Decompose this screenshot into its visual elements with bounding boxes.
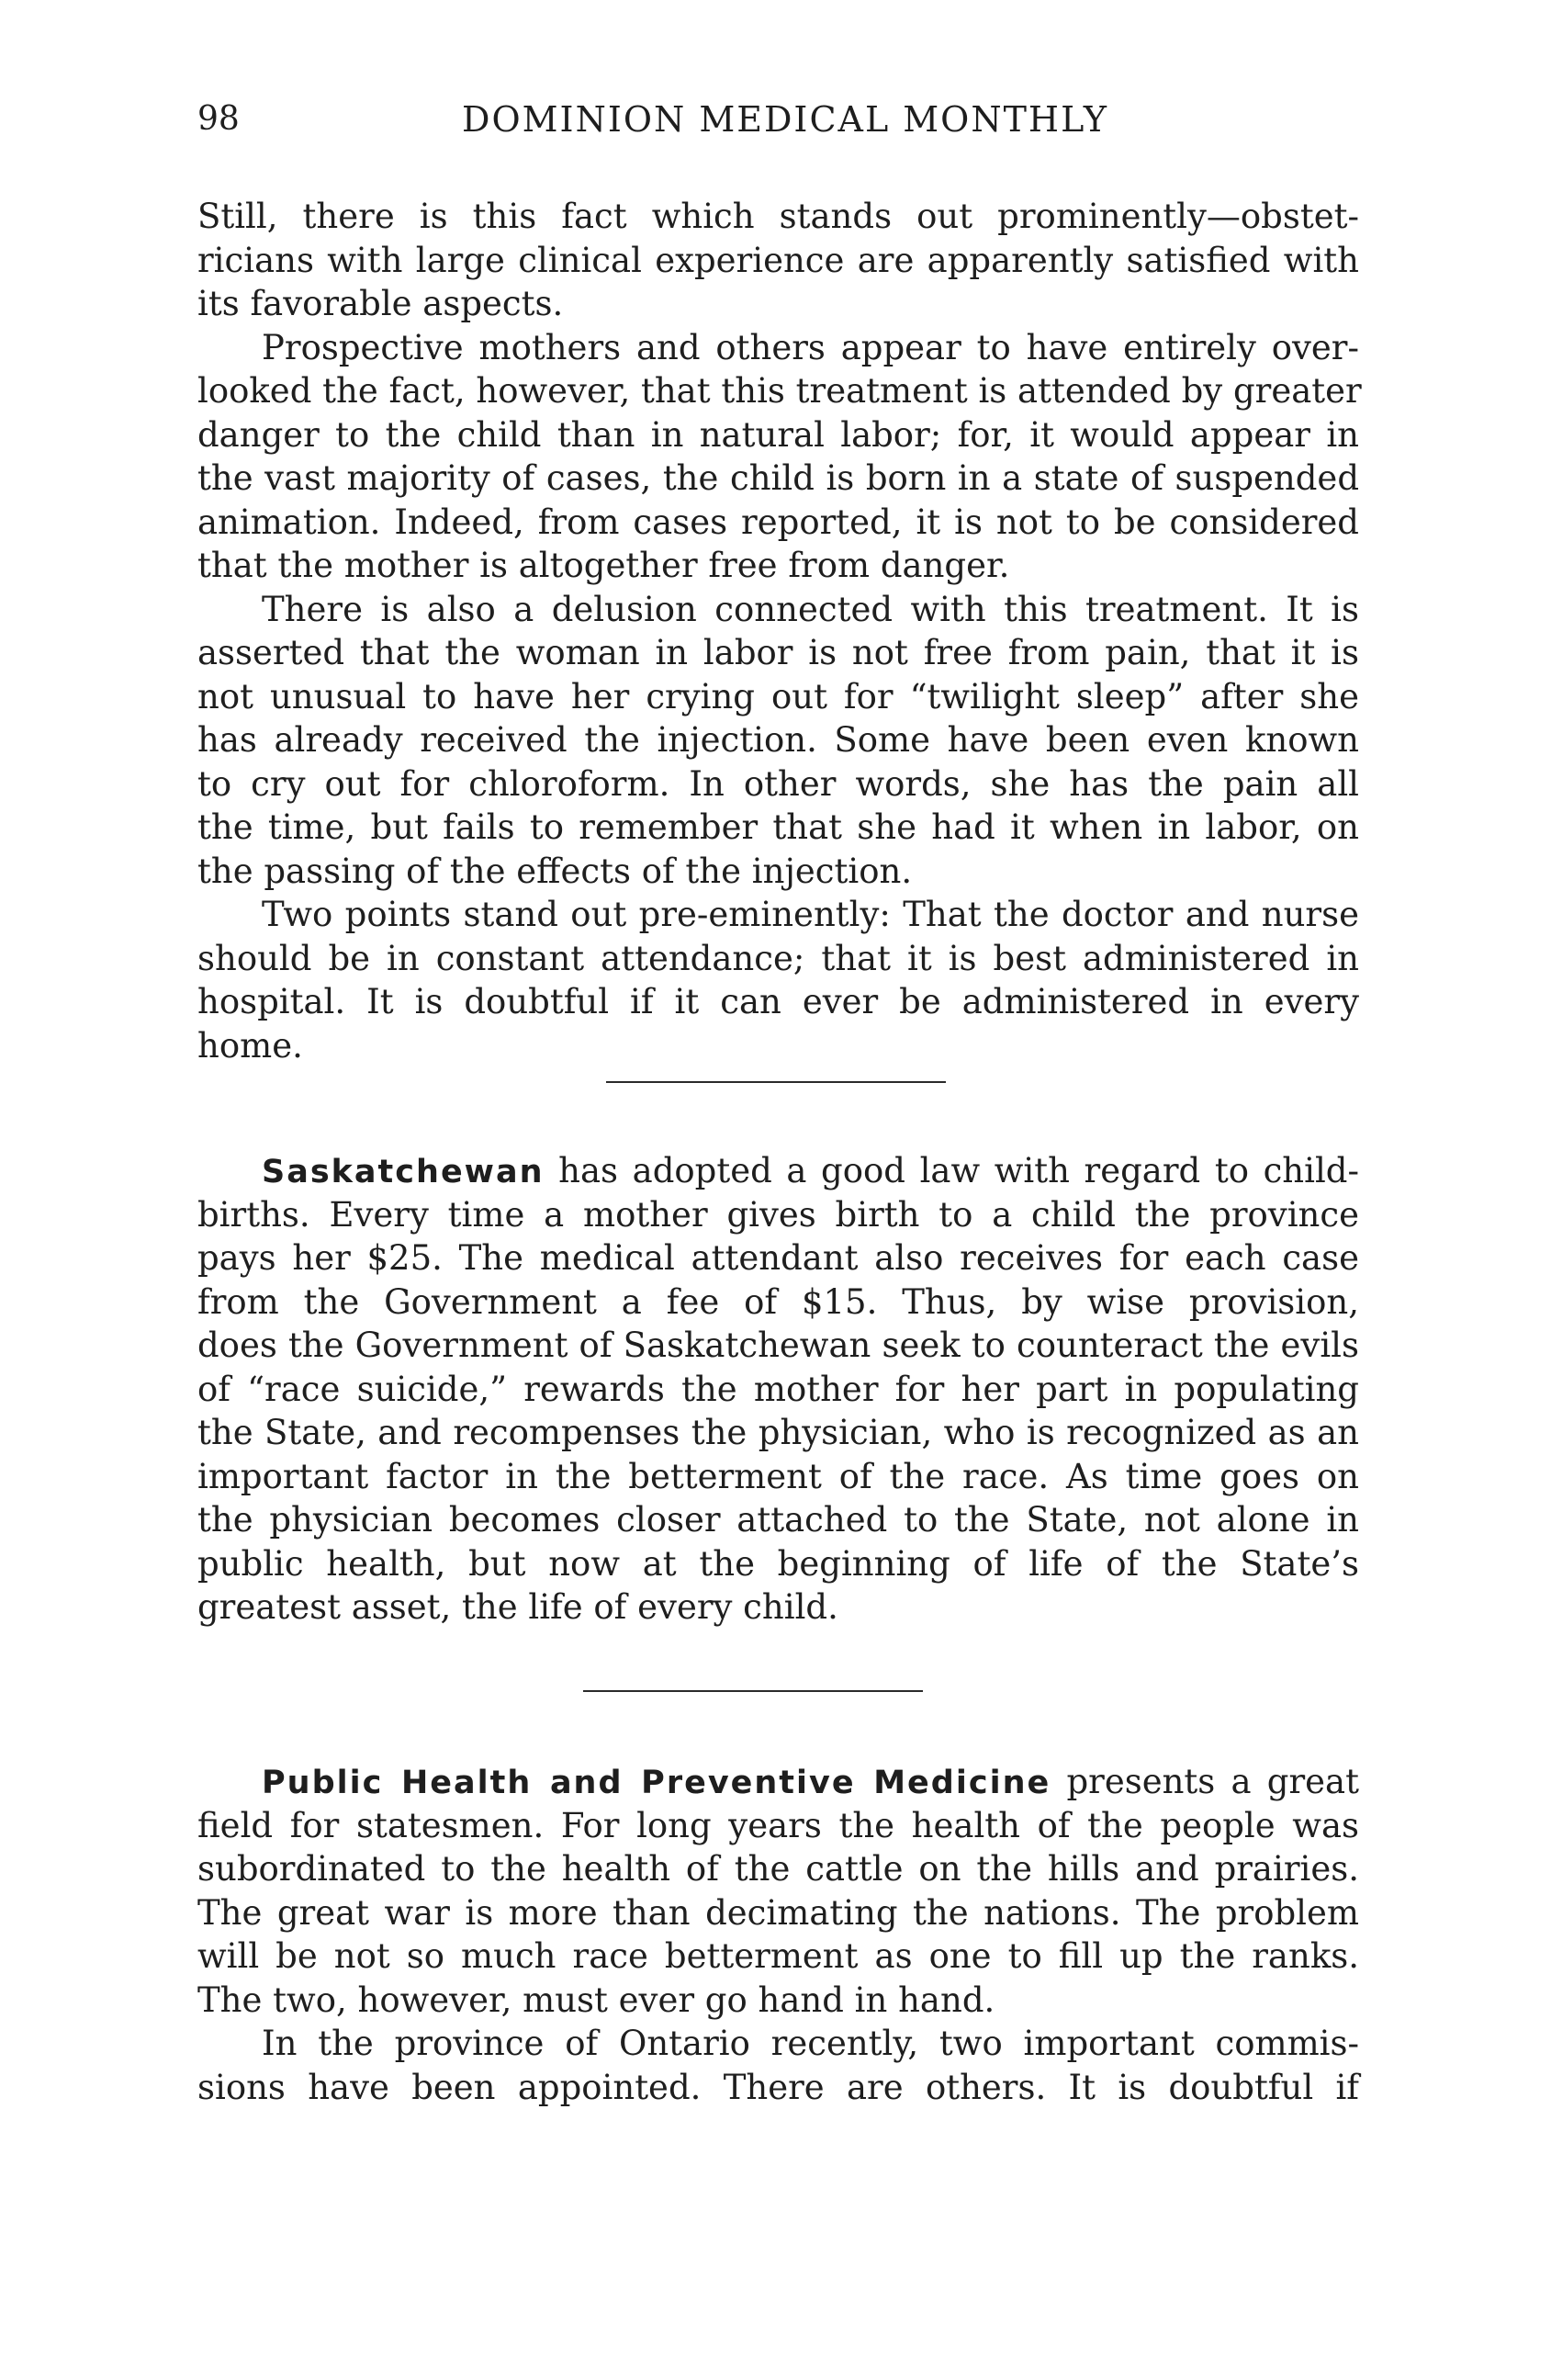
text-line: animation. Indeed, from cases reported, it is not to be considered bbox=[197, 502, 1359, 542]
text-line: ricians with large clinical experience are apparently satisfied with bbox=[197, 240, 1359, 280]
text-line: asserted that the woman in labor is not free from pain, that it is bbox=[197, 633, 1359, 672]
text-line: from the Government a fee of $15. Thus, by wise provision, bbox=[197, 1281, 1359, 1322]
text-line: subordinated to the health of the cattle on the hills and prairies. bbox=[197, 1849, 1359, 1889]
text-line: the State, and recompenses the physician, who is recognized as an bbox=[197, 1413, 1359, 1452]
text-line: that the mother is altogether free from danger. bbox=[197, 546, 1010, 585]
text-line: danger to the child than in natural labor; for, it would appear in bbox=[197, 414, 1359, 455]
text-line: should be in constant attendance; that it is best administered in bbox=[197, 938, 1359, 978]
page-number: 98 bbox=[197, 100, 240, 138]
text-line: the vast majority of cases, the child is born in a state of suspended bbox=[197, 458, 1359, 498]
text-line: the physician becomes closer attached to the State, not alone in bbox=[197, 1500, 1359, 1540]
text-line: hospital. It is doubtful if it can ever be administered in every bbox=[197, 982, 1359, 1021]
text-line: important factor in the betterment of the race. As time goes on bbox=[197, 1456, 1359, 1496]
text-line bbox=[197, 1760, 1359, 1804]
section-lead: Public Health and Preventive Medicine bbox=[262, 1765, 1051, 1801]
section-lead: Saskatchewan bbox=[262, 1154, 545, 1190]
text-line: has already received the injection. Some have been even known bbox=[197, 720, 1359, 760]
text-line: the time, but fails to remember that she had it when in labor, on bbox=[197, 807, 1359, 847]
text-line: In the province of Ontario recently, two important commis- bbox=[262, 2024, 1359, 2063]
text-line: field for statesmen. For long years the health of the people was bbox=[197, 1805, 1359, 1845]
section-divider bbox=[606, 1081, 946, 1083]
text-line: greatest asset, the life of every child. bbox=[197, 1587, 838, 1627]
text-line: does the Government of Saskatchewan seek to counteract the evils bbox=[197, 1325, 1359, 1365]
section-twilight-sleep bbox=[197, 195, 1362, 1067]
text-line: Two points stand out pre-eminently: That the doctor and nurse bbox=[262, 895, 1359, 934]
text-line: The great war is more than decimating the nations. The problem bbox=[197, 1892, 1359, 1933]
text-line bbox=[197, 1149, 1359, 1193]
text-line: births. Every time a mother gives birth to a child the province bbox=[197, 1194, 1359, 1235]
text-line: pays her $25. The medical attendant also receives for each case bbox=[197, 1238, 1359, 1278]
text-line: to cry out for chloroform. In other words, she has the pain all bbox=[197, 763, 1359, 804]
text-line: public health, but now at the beginning of life of the State’s bbox=[197, 1543, 1359, 1584]
section-public-health bbox=[197, 1760, 1359, 2109]
text-line: The two, however, must ever go hand in hand. bbox=[197, 1980, 995, 2020]
text-line: not unusual to have her crying out for “twilight sleep” after she bbox=[197, 676, 1359, 716]
text-run: presents a great bbox=[1051, 1762, 1359, 1801]
text-line: home. bbox=[197, 1025, 303, 1066]
page-header bbox=[197, 92, 1373, 147]
text-run: has adopted a good law with regard to child- bbox=[544, 1151, 1359, 1190]
text-line: the passing of the effects of the injection. bbox=[197, 851, 913, 891]
text-line: Prospective mothers and others appear to have entirely over- bbox=[262, 327, 1359, 367]
text-line: There is also a delusion connected with this treatment. It is bbox=[262, 589, 1359, 629]
text-line: sions have been appointed. There are others. It is doubtful if bbox=[197, 2067, 1359, 2107]
text-line: its favorable aspects. bbox=[197, 284, 564, 323]
running-head: DOMINION MEDICAL MONTHLY bbox=[462, 99, 1108, 140]
section-saskatchewan bbox=[197, 1149, 1359, 1630]
text-line: of “race suicide,” rewards the mother for her part in populating bbox=[197, 1369, 1359, 1409]
section-divider bbox=[583, 1690, 923, 1692]
text-line: looked the fact, however, that this treatment is attended by greater bbox=[197, 371, 1362, 411]
text-line: will be not so much race betterment as one to fill up the ranks. bbox=[197, 1936, 1359, 1976]
text-line: Still, there is this fact which stands out prominently—obstet- bbox=[197, 197, 1359, 236]
